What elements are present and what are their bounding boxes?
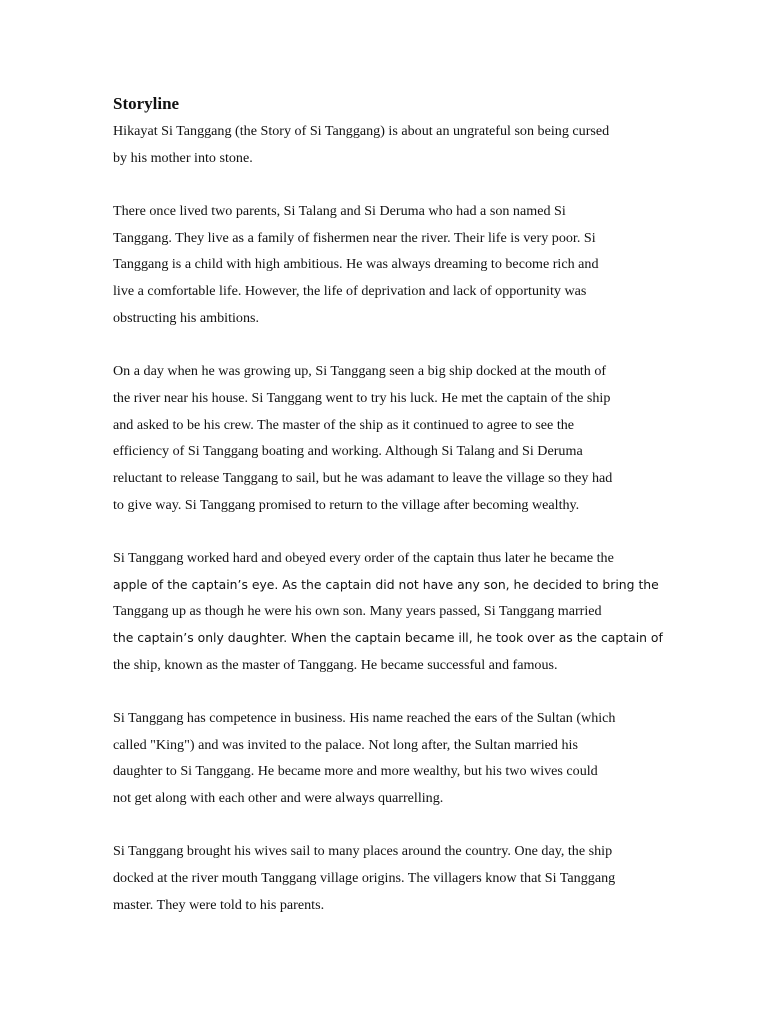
text-line: Tanggang. They live as a family of fishermen near the river. Their life is very poor. Si — [113, 229, 596, 246]
paragraph-captain — [113, 545, 663, 679]
text-line: Si Tanggang has competence in business. His name reached the ears of the Sultan (which — [113, 710, 616, 727]
text-line: apple of the captain’s eye. As the captain did not have any son, he decided to bring the — [113, 576, 659, 592]
paragraph-ship — [113, 358, 658, 518]
text-line: Si Tanggang worked hard and obeyed every order of the captain thus later he became the — [113, 549, 614, 566]
text-line: called "King") and was invited to the palace. Not long after, the Sultan married his — [113, 736, 578, 753]
text-line: docked at the river mouth Tanggang village origins. The villagers know that Si Tanggang — [113, 870, 616, 887]
paragraph-sultan — [113, 705, 658, 812]
paragraph-return — [113, 838, 658, 918]
paragraph-intro — [113, 118, 658, 171]
text-line: not get along with each other and were always quarrelling. — [113, 790, 444, 807]
text-line: reluctant to release Tanggang to sail, but he was adamant to leave the village so they had — [113, 469, 613, 486]
text-line: by his mother into stone. — [113, 149, 253, 166]
text-line: Tanggang is a child with high ambitious. He was always dreaming to become rich and — [113, 256, 599, 273]
section-title: Storyline — [113, 94, 180, 113]
text-line: master. They were told to his parents. — [113, 896, 325, 913]
text-line: the river near his house. Si Tanggang went to try his luck. He met the captain of the ship — [113, 389, 611, 406]
text-line: the ship, known as the master of Tanggang. He became successful and famous. — [113, 656, 558, 673]
text-line: daughter to Si Tanggang. He became more and more wealthy, but his two wives could — [113, 763, 598, 780]
text-line: and asked to be his crew. The master of the ship as it continued to agree to see the — [113, 416, 575, 433]
paragraph-parents — [113, 198, 658, 332]
text-line: There once lived two parents, Si Talang and Si Deruma who had a son named Si — [113, 203, 566, 219]
document-body — [113, 92, 663, 945]
text-line: efficiency of Si Tanggang boating and working. Although Si Talang and Si Deruma — [113, 443, 583, 460]
text-line: live a comfortable life. However, the life of deprivation and lack of opportunity was — [113, 283, 587, 300]
text-line: Tanggang up as though he were his own son. Many years passed, Si Tanggang married — [113, 603, 602, 620]
text-line: the captain’s only daughter. When the captain became ill, he took over as the captain of — [113, 630, 663, 646]
text-line: On a day when he was growing up, Si Tanggang seen a big ship docked at the mouth of — [113, 363, 607, 380]
text-line: Si Tanggang brought his wives sail to many places around the country. One day, the ship — [113, 843, 613, 860]
text-line: Hikayat Si Tanggang (the Story of Si Tanggang) is about an ungrateful son being cursed — [113, 123, 610, 139]
text-line: to give way. Si Tanggang promised to return to the village after becoming wealthy. — [113, 496, 580, 513]
text-line: obstructing his ambitions. — [113, 309, 260, 326]
